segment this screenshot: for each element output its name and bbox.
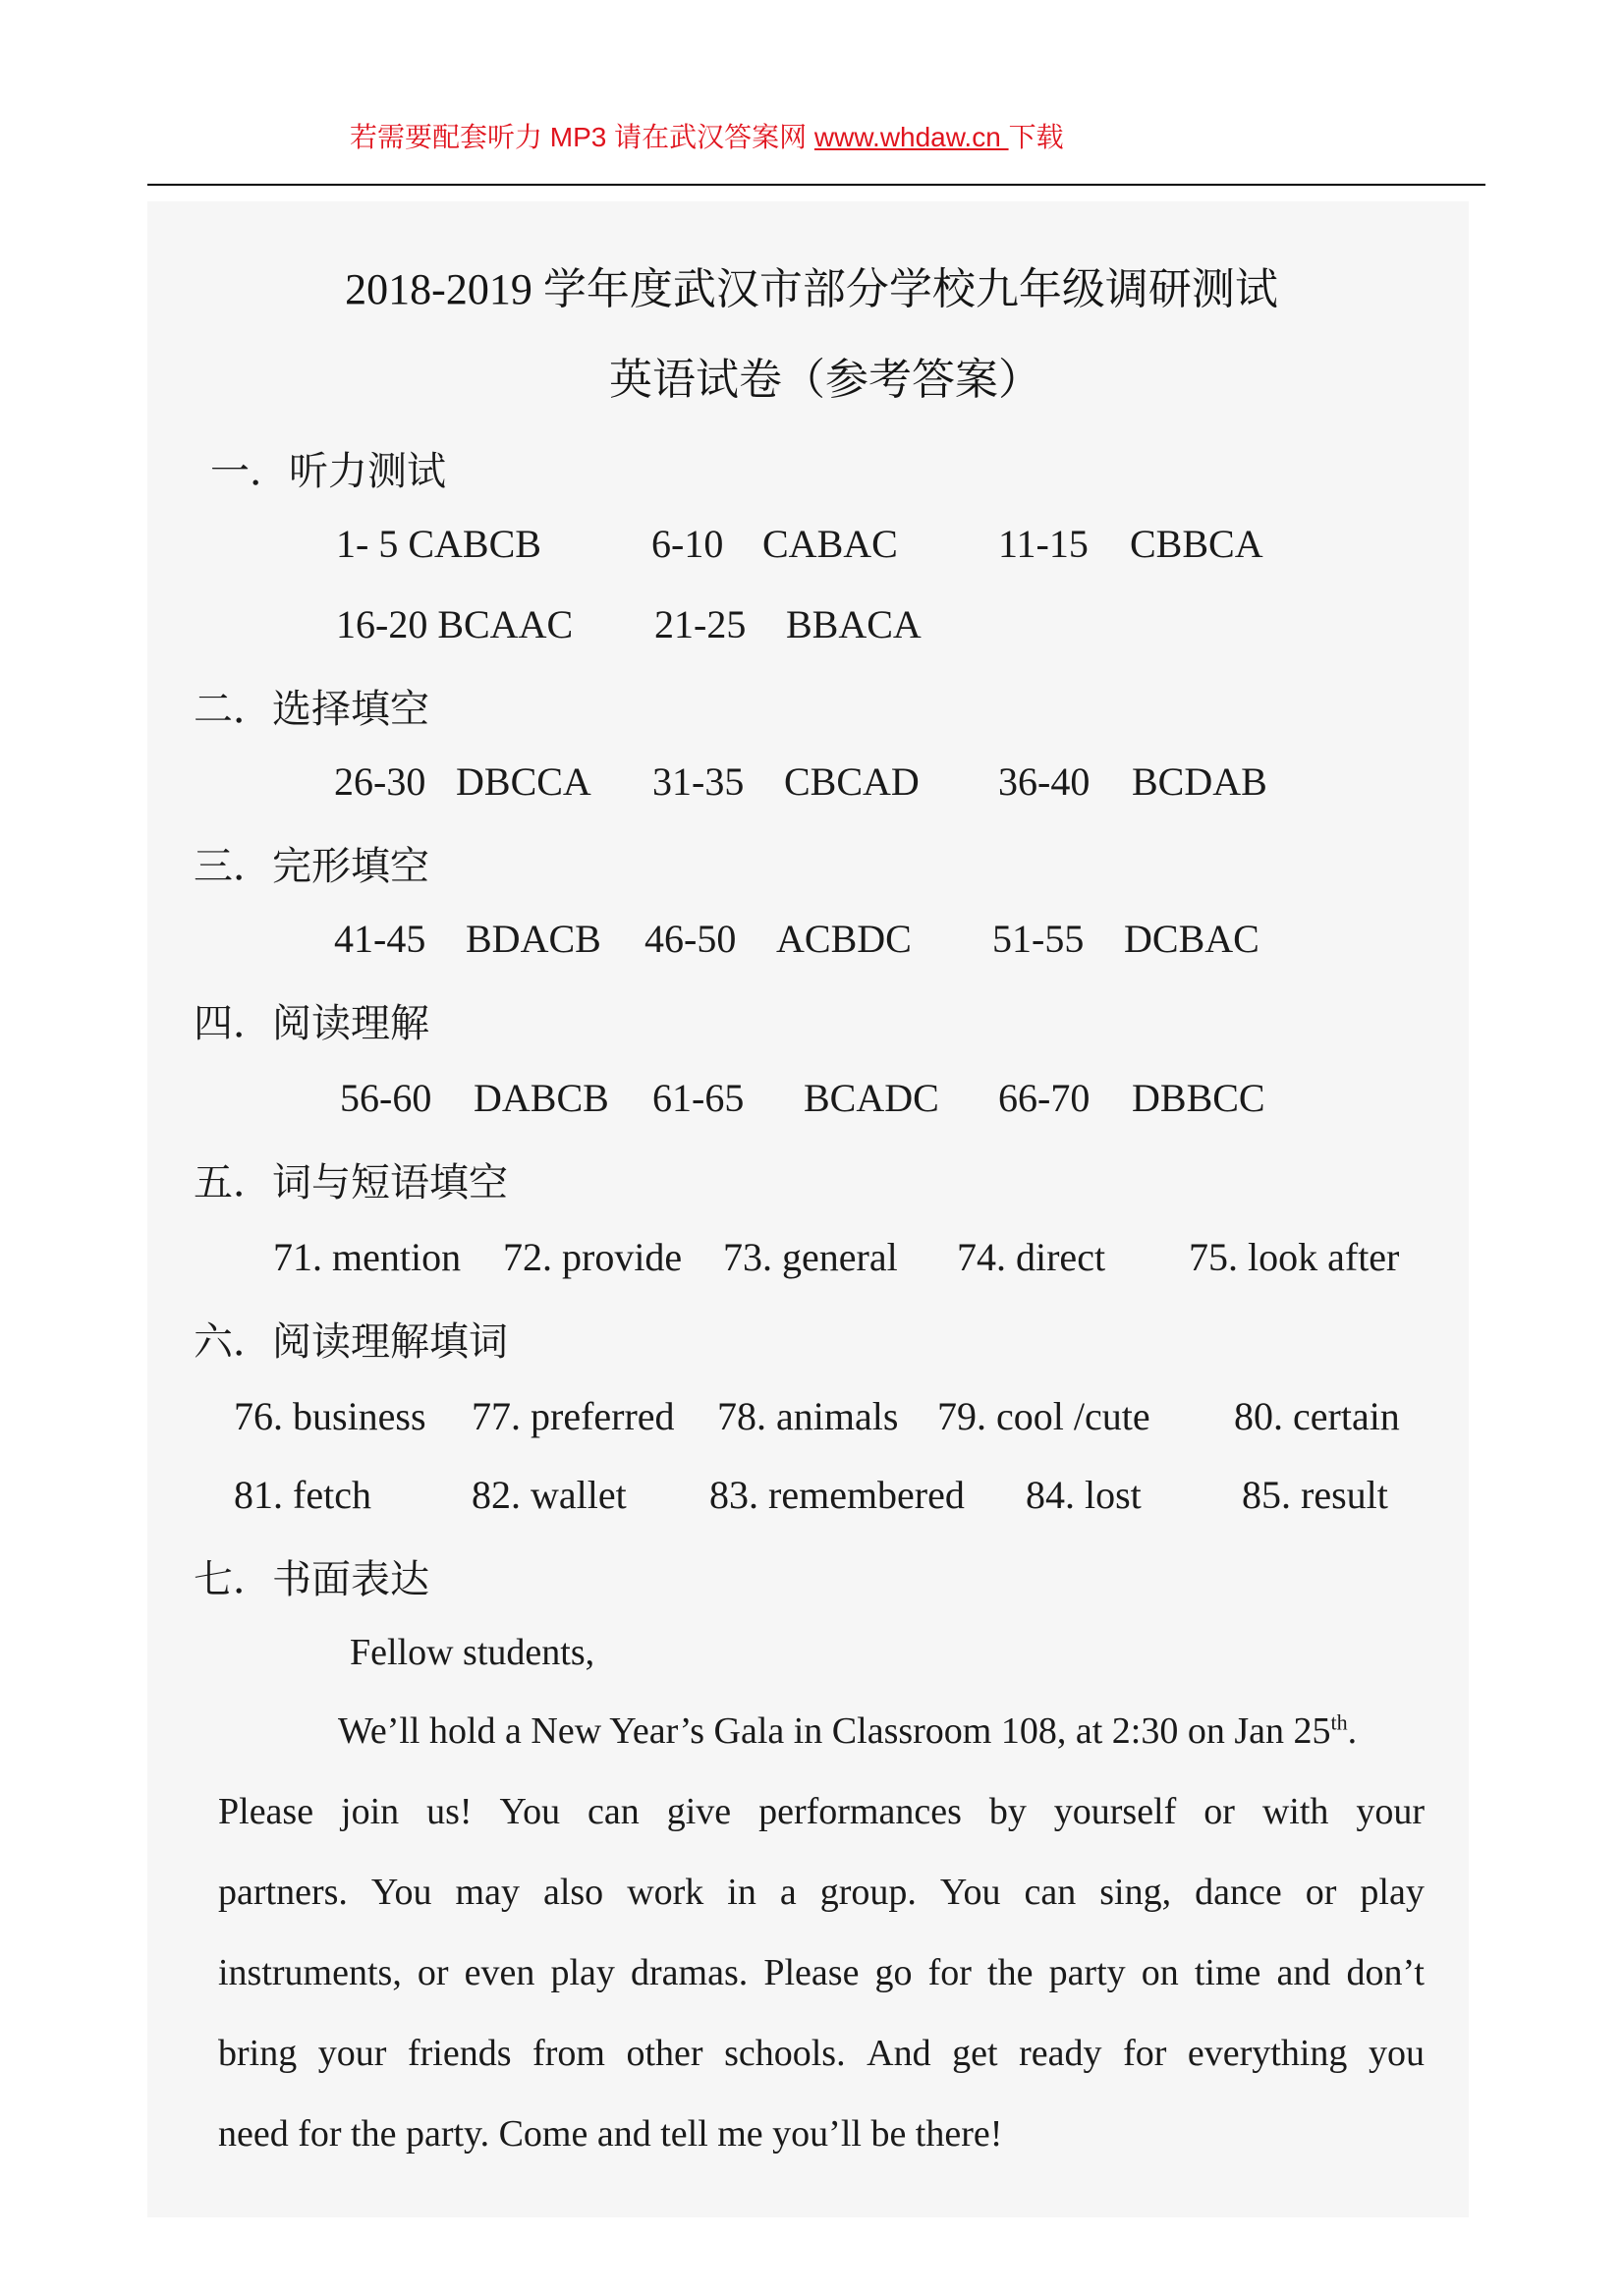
answer-cell: 79. cool /cute: [937, 1394, 1150, 1438]
word: in: [727, 1872, 756, 1913]
word: You: [939, 1872, 1001, 1913]
answer-cell: 74. direct: [957, 1235, 1106, 1279]
answer-cell: 21-25: [654, 602, 747, 646]
answer-cell: 75. look after: [1189, 1235, 1400, 1279]
document-title: 2018-2019 学年度武汉市部分学校九年级调研测试: [345, 265, 1278, 313]
essay-greeting: Fellow students,: [350, 1632, 595, 1673]
download-notice: [350, 116, 1064, 155]
essay-line-3: [218, 1871, 1425, 1914]
essay-line-2: [218, 1790, 1425, 1833]
answer-cell: 71. mention: [273, 1235, 462, 1279]
answer-cell: 56-60: [340, 1076, 432, 1120]
word: or: [417, 1952, 449, 1993]
word: on: [1141, 1952, 1179, 1993]
word: also: [542, 1872, 604, 1913]
word: performances: [758, 1791, 962, 1832]
word: or: [1305, 1872, 1337, 1913]
word: you: [1368, 2033, 1425, 2074]
word: sing,: [1099, 1872, 1172, 1913]
answer-cell: BCADC: [804, 1076, 939, 1120]
word: even: [464, 1952, 535, 1993]
answer-cell: 78. animals: [717, 1394, 899, 1438]
word: party: [1048, 1952, 1126, 1993]
word: by: [988, 1791, 1027, 1832]
notice-suffix: 下载: [1008, 122, 1064, 152]
word: give: [666, 1791, 732, 1832]
essay-line-1-end: .: [1347, 1710, 1358, 1752]
answer-cell: CABAC: [762, 522, 898, 566]
answer-cell: DBCCA: [456, 759, 591, 804]
answer-cell: CBCAD: [784, 759, 920, 804]
header-divider: [147, 184, 1485, 186]
answer-cell: 6-10: [651, 522, 724, 566]
word: instruments,: [218, 1952, 402, 1993]
section-reading-fill: 六．阅读理解填词: [194, 1319, 508, 1364]
word: bring: [218, 2033, 298, 2074]
answer-cell: 76. business: [234, 1394, 426, 1438]
answer-cell: 36-40: [998, 759, 1091, 804]
essay-line-5: [218, 2032, 1425, 2075]
word: ready: [1019, 2033, 1102, 2074]
essay-line-1-text: We’ll hold a New Year’s Gala in Classroom 108, at 2:30 on Jan 25: [338, 1710, 1331, 1752]
word: and: [1276, 1952, 1331, 1993]
section-writing: 七．书面表达: [194, 1557, 429, 1601]
answer-cell: 85. result: [1242, 1473, 1388, 1517]
answer-cell: 41-45: [334, 917, 426, 961]
word: Please: [763, 1952, 860, 1993]
essay-line-6: need for the party. Come and tell me you’ll be there!: [218, 2113, 1003, 2155]
word: with: [1261, 1791, 1329, 1832]
answer-cell: 1- 5 CABCB: [336, 522, 541, 566]
word: dramas.: [631, 1952, 749, 1993]
word: time: [1194, 1952, 1261, 1993]
notice-prefix: 若需要配套听力 MP3 请在武汉答案网: [350, 122, 814, 152]
word: yourself: [1053, 1791, 1177, 1832]
word: everything: [1187, 2033, 1348, 2074]
word: schools.: [724, 2033, 846, 2074]
word: Please: [218, 1791, 314, 1832]
word: us!: [426, 1791, 473, 1832]
answer-cell: 81. fetch: [234, 1473, 371, 1517]
answer-cell: 51-55: [992, 917, 1085, 961]
word: or: [1203, 1791, 1235, 1832]
word: can: [588, 1791, 640, 1832]
word: your: [317, 2033, 387, 2074]
word: can: [1024, 1872, 1077, 1913]
website-link[interactable]: www.whdaw.cn: [813, 122, 1009, 152]
answer-cell: 84. lost: [1026, 1473, 1142, 1517]
word: go: [874, 1952, 913, 1993]
answer-cell: 72. provide: [503, 1235, 683, 1279]
word: for: [927, 1952, 972, 1993]
answer-cell: BCDAB: [1132, 759, 1267, 804]
section-cloze: 三．完形填空: [194, 844, 429, 888]
word: play: [550, 1952, 615, 1993]
section-word-fill: 五．词与短语填空: [194, 1160, 508, 1204]
answer-cell: DCBAC: [1124, 917, 1259, 961]
answer-cell: CBBCA: [1130, 522, 1263, 566]
essay-line-1: [338, 1709, 1357, 1753]
answer-cell: 61-65: [652, 1076, 745, 1120]
answer-cell: 80. certain: [1234, 1394, 1400, 1438]
word: friends: [407, 2033, 512, 2074]
word: play: [1360, 1872, 1425, 1913]
answer-cell: 73. general: [723, 1235, 898, 1279]
scanned-page: [147, 201, 1469, 2217]
word: from: [532, 2033, 605, 2074]
word: You: [499, 1791, 561, 1832]
essay-line-4: [218, 1951, 1425, 1994]
answer-cell: 77. preferred: [472, 1394, 675, 1438]
word: dance: [1195, 1872, 1282, 1913]
word: don’t: [1346, 1952, 1425, 1993]
word: partners.: [218, 1872, 348, 1913]
answer-cell: 82. wallet: [472, 1473, 627, 1517]
word: You: [370, 1872, 432, 1913]
answer-cell: DBBCC: [1132, 1076, 1265, 1120]
word: your: [1356, 1791, 1425, 1832]
word: a: [779, 1872, 797, 1913]
word: may: [455, 1872, 520, 1913]
word: And: [867, 2033, 931, 2074]
word: group.: [819, 1872, 917, 1913]
answer-cell: 31-35: [652, 759, 745, 804]
word: for: [1123, 2033, 1167, 2074]
word: other: [626, 2033, 703, 2074]
word: work: [627, 1872, 704, 1913]
ordinal-suffix: th: [1330, 1709, 1348, 1735]
answer-cell: 66-70: [998, 1076, 1091, 1120]
answer-cell: 83. remembered: [709, 1473, 965, 1517]
answer-cell: BBACA: [786, 602, 922, 646]
section-reading: 四．阅读理解: [194, 1001, 429, 1045]
section-listening: 一．听力测试: [210, 449, 446, 493]
answer-cell: 46-50: [644, 917, 737, 961]
answer-cell: DABCB: [474, 1076, 609, 1120]
answer-cell: 16-20 BCAAC: [336, 602, 574, 646]
answer-cell: 11-15: [998, 522, 1089, 566]
word: get: [952, 2033, 998, 2074]
word: the: [987, 1952, 1034, 1993]
section-multiple-choice: 二．选择填空: [194, 687, 429, 731]
answer-cell: 26-30: [334, 759, 426, 804]
answer-cell: BDACB: [466, 917, 601, 961]
document-subtitle: 英语试卷（参考答案）: [609, 356, 1041, 404]
answer-cell: ACBDC: [776, 917, 912, 961]
word: join: [341, 1791, 400, 1832]
